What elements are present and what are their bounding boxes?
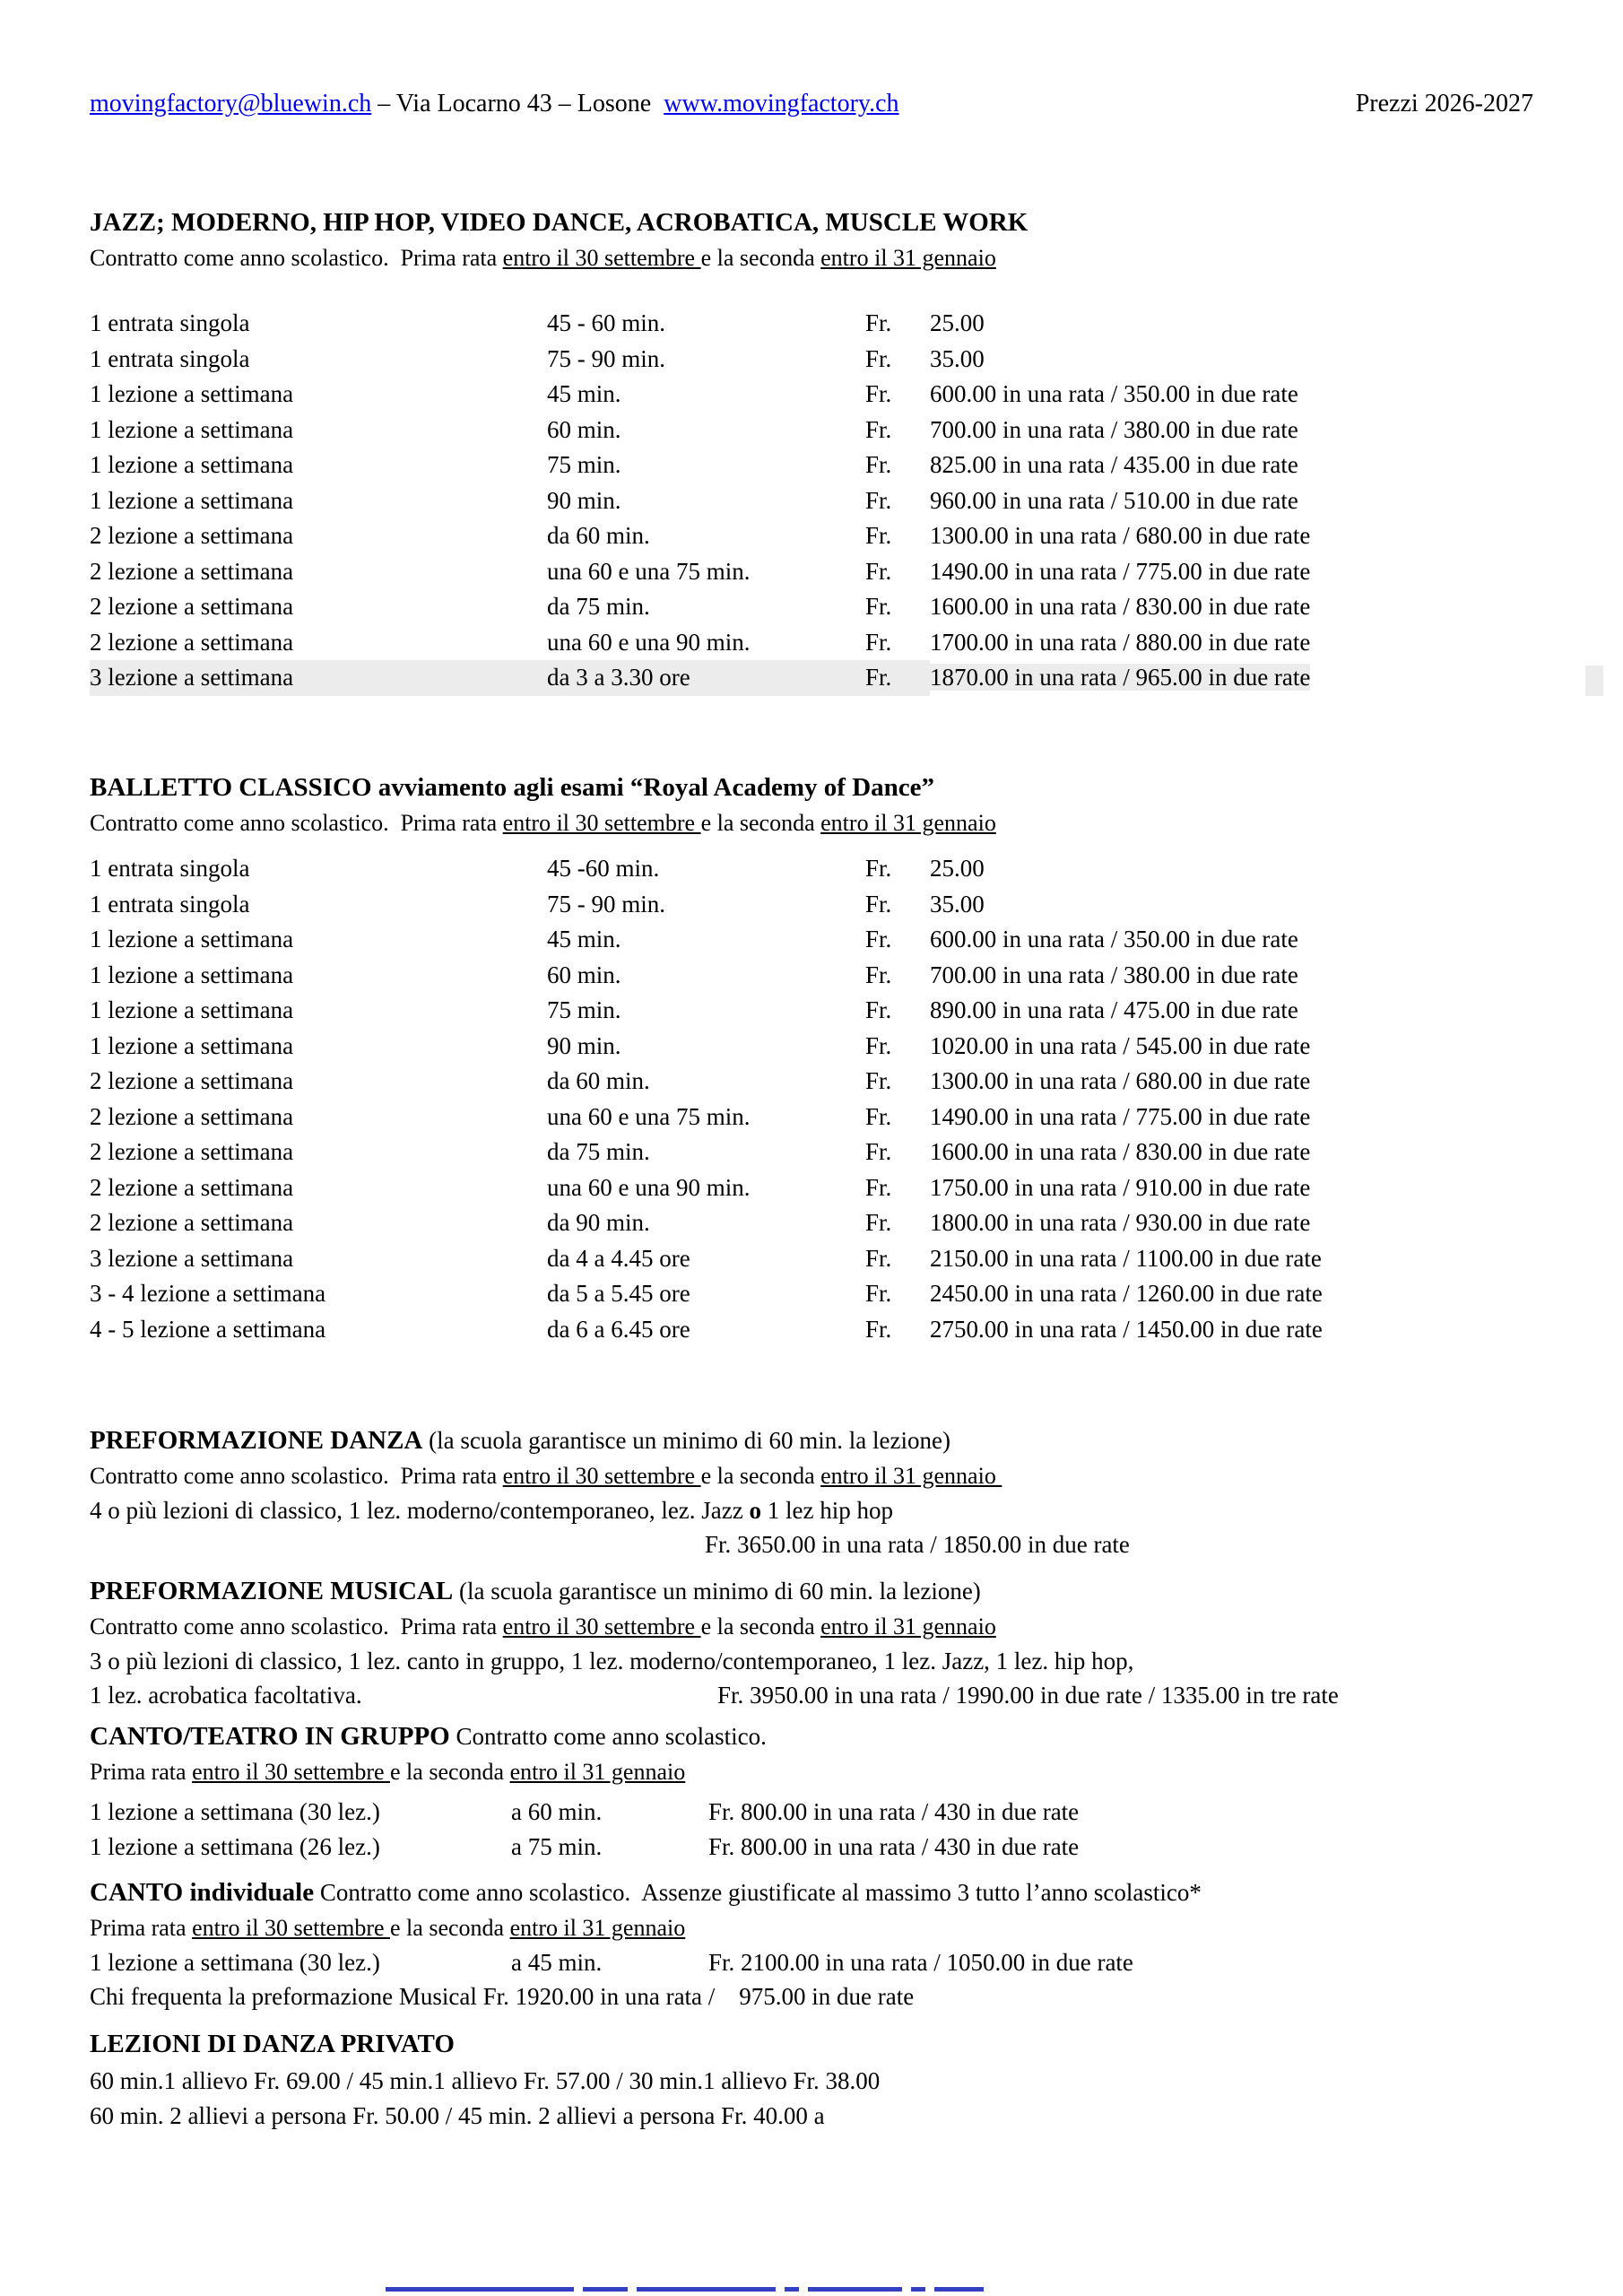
row-price: [930, 887, 1533, 923]
row-duration: 75 - 90 min.: [547, 890, 665, 918]
row-duration: 60 min.: [547, 415, 621, 443]
table-row: [90, 1830, 1533, 1865]
row-currency: Fr.: [865, 660, 930, 696]
row-price: Fr. 800.00 in una rata / 430 in due rate: [708, 1798, 1080, 1825]
row-price-text: 1300.00 in una rata / 680.00 in due rate: [930, 1067, 1311, 1094]
dash-segment: [934, 2287, 984, 2292]
row-price: [930, 413, 1533, 448]
row-currency: Fr.: [865, 1315, 892, 1343]
row-currency: Fr.: [865, 344, 892, 372]
section-canto-gruppo-title: [90, 1718, 1533, 1755]
row-price: [930, 1029, 1533, 1065]
row-quantity: 2 lezione a settimana: [90, 1173, 294, 1201]
row-currency: Fr.: [865, 415, 892, 443]
row-duration: da 60 min.: [547, 522, 650, 549]
table-row: [90, 1276, 1533, 1312]
row-price: [930, 377, 1533, 413]
row-duration: da 75 min.: [547, 593, 650, 620]
table-row: [90, 377, 1533, 413]
row-quantity: 2 lezione a settimana: [90, 628, 294, 656]
row-duration: da 6 a 6.45 ore: [547, 1315, 690, 1343]
row-duration: una 60 e una 75 min.: [547, 1102, 751, 1130]
section-balletto-contract-line: [90, 806, 1533, 840]
row-quantity: 2 lezione a settimana: [90, 1209, 294, 1236]
row-duration: a 60 min.: [511, 1798, 603, 1825]
row-duration: una 60 e una 75 min.: [547, 557, 751, 585]
table-row: [90, 922, 1533, 958]
contract-mid: e la seconda: [700, 1463, 821, 1489]
row-price-text: 25.00: [930, 855, 985, 882]
jazz-price-table: [90, 306, 1533, 696]
row-quantity: 1 lezione a settimana: [90, 926, 294, 952]
row-currency: Fr.: [865, 926, 892, 952]
table-row: [90, 518, 1533, 554]
row-quantity: 2 lezione a settimana: [90, 1102, 294, 1130]
header-left: [90, 90, 899, 118]
row-price: [930, 1170, 1533, 1206]
dash-segment: [808, 2287, 902, 2292]
row-price: [930, 993, 1533, 1029]
row-quantity: 1 lezione a settimana (30 lez.): [90, 1949, 380, 1976]
table-row: [90, 306, 1533, 342]
rata-mid: e la seconda: [390, 1759, 510, 1785]
row-price: [930, 625, 1533, 661]
table-row: [90, 1205, 1533, 1241]
table-row: [90, 1100, 1533, 1135]
title-note: (la scuola garantisce un minimo di 60 min. la lezione): [422, 1427, 950, 1454]
row-price-text: 700.00 in una rata / 380.00 in due rate: [930, 415, 1298, 443]
row-price-text: 960.00 in una rata / 510.00 in due rate: [930, 486, 1298, 514]
row-quantity: 2 lezione a settimana: [90, 522, 294, 549]
row-price-text: 600.00 in una rata / 350.00 in due rate: [930, 380, 1298, 407]
table-row: [90, 1312, 1533, 1348]
row-price-text: 1490.00 in una rata / 775.00 in due rate: [930, 1102, 1311, 1130]
row-duration: da 90 min.: [547, 1209, 650, 1236]
rata-prefix: Prima rata: [90, 1915, 193, 1941]
table-row: [90, 958, 1533, 994]
row-price: [930, 1064, 1533, 1100]
pre-musical-description: 3 o più lezioni di classico, 1 lez. canto in gruppo, 1 lez. moderno/contemporaneo, 1 lez. Jazz, 1 lez. hip hop,: [90, 1648, 1134, 1674]
rata-deadline-2: entro il 31 gennaio: [509, 1915, 686, 1941]
email-link[interactable]: movingfactory@bluewin.ch: [90, 90, 372, 117]
row-quantity: 1 lezione a settimana: [90, 486, 294, 514]
row-currency: Fr.: [865, 593, 892, 620]
canto-ind-row: [90, 1945, 1533, 1979]
rata-prefix: Prima rata: [90, 1759, 193, 1785]
section-canto-ind-title: [90, 1874, 1533, 1911]
row-quantity: 1 entrata singola: [90, 309, 250, 336]
section-canto-teatro-gruppo: [90, 1718, 1533, 1865]
row-quantity: 1 entrata singola: [90, 855, 250, 882]
row-quantity: 4 - 5 lezione a settimana: [90, 1315, 326, 1343]
description-bold-o: o: [749, 1497, 761, 1524]
row-duration: 75 - 90 min.: [547, 344, 665, 372]
row-quantity: 3 lezione a settimana: [90, 1244, 294, 1272]
title-note: (la scuola garantisce un minimo di 60 min. la lezione): [453, 1578, 981, 1605]
row-currency: Fr.: [865, 1031, 892, 1059]
row-currency: Fr.: [865, 961, 892, 988]
row-price-text: 2750.00 in una rata / 1450.00 in due rate: [930, 1315, 1323, 1343]
contract-prefix: Contratto come anno scolastico. Prima rata: [90, 245, 503, 271]
table-row: [90, 342, 1533, 378]
contract-prefix: Contratto come anno scolastico. Prima rata: [90, 1463, 503, 1489]
row-price-text: 35.00: [930, 344, 985, 372]
row-currency: Fr.: [865, 557, 892, 585]
row-duration: a 75 min.: [511, 1833, 603, 1860]
row-quantity: 3 - 4 lezione a settimana: [90, 1280, 326, 1307]
row-price-text: 700.00 in una rata / 380.00 in due rate: [930, 961, 1298, 988]
row-quantity: 1 lezione a settimana (30 lez.): [90, 1798, 380, 1825]
table-row: [90, 1241, 1533, 1277]
row-price: [930, 1276, 1533, 1312]
section-jazz-title: JAZZ; MODERNO, HIP HOP, VIDEO DANCE, ACROBATICA, MUSCLE WORK: [90, 208, 1028, 237]
section-canto-gruppo-rata-line: [90, 1755, 1533, 1789]
row-duration: 60 min.: [547, 961, 621, 988]
row-price-text: 25.00: [930, 309, 985, 336]
row-price: [930, 958, 1533, 994]
table-row: [90, 1029, 1533, 1065]
table-row: [90, 1135, 1533, 1170]
row-duration: 75 min.: [547, 451, 621, 478]
contract-mid: e la seconda: [700, 245, 821, 271]
row-currency: Fr.: [865, 1102, 892, 1130]
dash-segment: [637, 2287, 776, 2292]
row-price: [930, 342, 1533, 378]
row-currency: Fr.: [865, 1173, 892, 1201]
row-price-text: 35.00: [930, 890, 985, 918]
row-currency: Fr.: [865, 1138, 892, 1165]
canto-gruppo-rows: [90, 1795, 1533, 1865]
row-duration: 45 min.: [547, 380, 621, 407]
row-currency: Fr.: [865, 486, 892, 514]
table-row: [90, 851, 1533, 887]
row-duration: da 60 min.: [547, 1067, 650, 1094]
section-preformazione-danza: [90, 1422, 1533, 1561]
section-pre-musical-title: [90, 1573, 1533, 1610]
row-price-text: 2450.00 in una rata / 1260.00 in due rate: [930, 1280, 1323, 1307]
row-duration: 90 min.: [547, 486, 621, 514]
row-price-text: 825.00 in una rata / 435.00 in due rate: [930, 451, 1298, 478]
table-row: [90, 1064, 1533, 1100]
pre-danza-price-line: Fr. 3650.00 in una rata / 1850.00 in due rate: [705, 1531, 1130, 1558]
row-currency: Fr.: [865, 1280, 892, 1307]
section-jazz-contract-line: [90, 241, 1533, 275]
row-quantity: 1 lezione a settimana: [90, 451, 294, 478]
section-pre-danza-contract-line: [90, 1459, 1533, 1493]
title-bold: PREFORMAZIONE DANZA: [90, 1426, 423, 1455]
row-quantity: 2 lezione a settimana: [90, 593, 294, 620]
description-part-b: 1 lez hip hop: [761, 1497, 893, 1524]
title-note: Contratto come anno scolastico. Assenze giustificate al massimo 3 tutto l’anno scolastico*: [314, 1879, 1202, 1906]
prices-year-label: Prezzi 2026-2027: [1355, 90, 1533, 117]
title-bold: PREFORMAZIONE MUSICAL: [90, 1577, 454, 1605]
row-quantity: 1 lezione a settimana: [90, 1031, 294, 1059]
row-price-text: 1800.00 in una rata / 930.00 in due rate: [930, 1209, 1311, 1236]
row-duration: 90 min.: [547, 1031, 621, 1059]
section-jazz: [90, 204, 1533, 275]
section-canto-individuale: [90, 1874, 1533, 2013]
contract-prefix: Contratto come anno scolastico. Prima rata: [90, 810, 503, 836]
section-privato-title: LEZIONI DI DANZA PRIVATO: [90, 2030, 455, 2058]
row-price: [930, 1135, 1533, 1170]
rata-deadline-1: entro il 30 settembre: [192, 1759, 391, 1785]
highlight-fragment: [1585, 665, 1603, 696]
row-quantity: 1 lezione a settimana: [90, 961, 294, 988]
contract-deadline-1: entro il 30 settembre: [502, 245, 701, 271]
table-row: [90, 1795, 1533, 1830]
row-quantity: 1 entrata singola: [90, 890, 250, 918]
row-price: [930, 554, 1533, 590]
row-price-text: 1870.00 in una rata / 965.00 in due rate: [930, 664, 1311, 691]
row-price: [930, 1205, 1533, 1241]
privato-prices-line-2: 60 min. 2 allievi a persona Fr. 50.00 / 45 min. 2 allievi a persona Fr. 40.00 a: [90, 2102, 825, 2129]
row-currency: Fr.: [865, 451, 892, 478]
pre-danza-description: [90, 1493, 1533, 1527]
row-quantity: 1 lezione a settimana: [90, 996, 294, 1023]
table-row: [90, 887, 1533, 923]
row-price: Fr. 800.00 in una rata / 430 in due rate: [708, 1833, 1080, 1860]
row-duration: una 60 e una 90 min.: [547, 628, 751, 656]
row-currency: Fr.: [865, 628, 892, 656]
row-price-text: 1490.00 in una rata / 775.00 in due rate: [930, 557, 1311, 585]
row-duration: 45 min.: [547, 926, 621, 952]
optional-lesson-text: 1 lez. acrobatica facoltativa.: [90, 1682, 362, 1709]
row-price: [930, 448, 1533, 483]
row-price-text: 1300.00 in una rata / 680.00 in due rate: [930, 522, 1311, 549]
section-preformazione-musical: [90, 1573, 1533, 1712]
title-bold: CANTO/TEATRO IN GRUPPO: [90, 1722, 450, 1751]
rata-deadline-1: entro il 30 settembre: [192, 1915, 391, 1941]
rata-mid: e la seconda: [390, 1915, 510, 1941]
row-price: Fr. 2100.00 in una rata / 1050.00 in due rate: [708, 1949, 1133, 1976]
row-quantity: 1 lezione a settimana: [90, 380, 294, 407]
row-price-text: 1020.00 in una rata / 545.00 in due rate: [930, 1031, 1311, 1059]
row-price-text: 890.00 in una rata / 475.00 in due rate: [930, 996, 1298, 1023]
contract-mid: e la seconda: [700, 810, 821, 836]
row-price-text: 2150.00 in una rata / 1100.00 in due rate: [930, 1244, 1322, 1272]
row-duration: 45 - 60 min.: [547, 309, 665, 336]
row-currency: Fr.: [865, 1244, 892, 1272]
row-duration: 75 min.: [547, 996, 621, 1023]
row-quantity: 1 lezione a settimana (26 lez.): [90, 1833, 380, 1860]
row-quantity: 1 entrata singola: [90, 344, 250, 372]
row-currency: Fr.: [865, 855, 892, 882]
row-price: [930, 1241, 1533, 1277]
row-duration: da 75 min.: [547, 1138, 650, 1165]
row-duration: a 45 min.: [511, 1949, 603, 1976]
table-row: [90, 413, 1533, 448]
row-price: [930, 851, 1533, 887]
section-canto-ind-rata-line: [90, 1911, 1533, 1945]
table-row: [90, 483, 1533, 519]
table-row: [90, 625, 1533, 661]
table-row: [90, 1170, 1533, 1206]
dash-segment: [386, 2287, 574, 2292]
row-price-text: 600.00 in una rata / 350.00 in due rate: [930, 926, 1298, 952]
section-danza-privato: [90, 2025, 1533, 2134]
table-row: [90, 993, 1533, 1029]
row-price: [930, 518, 1533, 554]
dash-segment: [911, 2287, 925, 2292]
row-duration: 45 -60 min.: [547, 855, 660, 882]
pre-musical-price-line: [90, 1678, 1533, 1712]
row-price: [930, 660, 1533, 696]
row-currency: Fr.: [865, 1209, 892, 1236]
table-row: [90, 660, 1533, 696]
table-row: [90, 589, 1533, 625]
row-price-text: 1600.00 in una rata / 830.00 in due rate: [930, 1138, 1311, 1165]
row-currency: Fr.: [865, 1067, 892, 1094]
section-balletto: [90, 770, 1533, 840]
row-currency: Fr.: [865, 996, 892, 1023]
address-text: – Via Locarno 43 – Losone: [371, 90, 664, 117]
row-price: [930, 922, 1533, 958]
row-currency: Fr.: [865, 522, 892, 549]
contract-prefix: Contratto come anno scolastico. Prima rata: [90, 1613, 503, 1639]
row-currency: Fr.: [865, 890, 892, 918]
row-quantity: 2 lezione a settimana: [90, 1067, 294, 1094]
row-quantity: 2 lezione a settimana: [90, 1138, 294, 1165]
contract-deadline-1: entro il 30 settembre: [502, 1463, 701, 1489]
title-bold: CANTO individuale: [90, 1878, 315, 1907]
contract-deadline-1: entro il 30 settembre: [502, 1613, 701, 1639]
website-link[interactable]: www.movingfactory.ch: [664, 90, 899, 117]
row-duration: da 4 a 4.45 ore: [547, 1244, 690, 1272]
row-price: [930, 589, 1533, 625]
contract-deadline-2: entro il 31 gennaio: [820, 245, 996, 271]
document-header: [90, 90, 1533, 118]
row-quantity: 1 lezione a settimana: [90, 415, 294, 443]
section-balletto-title: BALLETTO CLASSICO avviamento agli esami “Royal Academy of Dance”: [90, 773, 935, 802]
row-quantity: 2 lezione a settimana: [90, 557, 294, 585]
section-pre-musical-contract-line: [90, 1610, 1533, 1644]
row-price: [930, 306, 1533, 342]
description-part-a: 4 o più lezioni di classico, 1 lez. moderno/contemporaneo, lez. Jazz: [90, 1497, 750, 1524]
title-note: Contratto come anno scolastico.: [449, 1723, 767, 1750]
row-price: [930, 1312, 1533, 1348]
row-price-text: 1750.00 in una rata / 910.00 in due rate: [930, 1173, 1311, 1201]
table-row: [90, 554, 1533, 590]
price-text: Fr. 3950.00 in una rata / 1990.00 in due rate / 1335.00 in tre rate: [717, 1682, 1339, 1709]
row-price-text: 1700.00 in una rata / 880.00 in due rate: [930, 628, 1311, 656]
table-row: [90, 448, 1533, 483]
dash-segment: [785, 2287, 799, 2292]
bottom-blue-dashes: [386, 2287, 993, 2292]
privato-prices-line-1: 60 min.1 allievo Fr. 69.00 / 45 min.1 allievo Fr. 57.00 / 30 min.1 allievo Fr. 38.00: [90, 2067, 881, 2094]
contract-mid: e la seconda: [700, 1613, 821, 1639]
balletto-price-table: [90, 851, 1533, 1347]
row-duration: da 3 a 3.30 ore: [547, 660, 865, 696]
contract-deadline-2: entro il 31 gennaio: [820, 810, 996, 836]
dash-segment: [583, 2287, 628, 2292]
contract-deadline-2: entro il 31 gennaio: [820, 1613, 996, 1639]
row-currency: Fr.: [865, 380, 892, 407]
contract-deadline-2: entro il 31 gennaio: [820, 1463, 1002, 1489]
row-price-text: 1600.00 in una rata / 830.00 in due rate: [930, 593, 1311, 620]
canto-ind-note: Chi frequenta la preformazione Musical Fr. 1920.00 in una rata / 975.00 in due rate: [90, 1983, 915, 2010]
row-price: [930, 1100, 1533, 1135]
row-duration: da 5 a 5.45 ore: [547, 1280, 690, 1307]
contract-deadline-1: entro il 30 settembre: [502, 810, 701, 836]
rata-deadline-2: entro il 31 gennaio: [509, 1759, 686, 1785]
row-quantity: 3 lezione a settimana: [90, 660, 547, 696]
row-duration: una 60 e una 90 min.: [547, 1173, 751, 1201]
row-price: [930, 483, 1533, 519]
section-pre-danza-title: [90, 1422, 1533, 1459]
row-currency: Fr.: [865, 309, 892, 336]
